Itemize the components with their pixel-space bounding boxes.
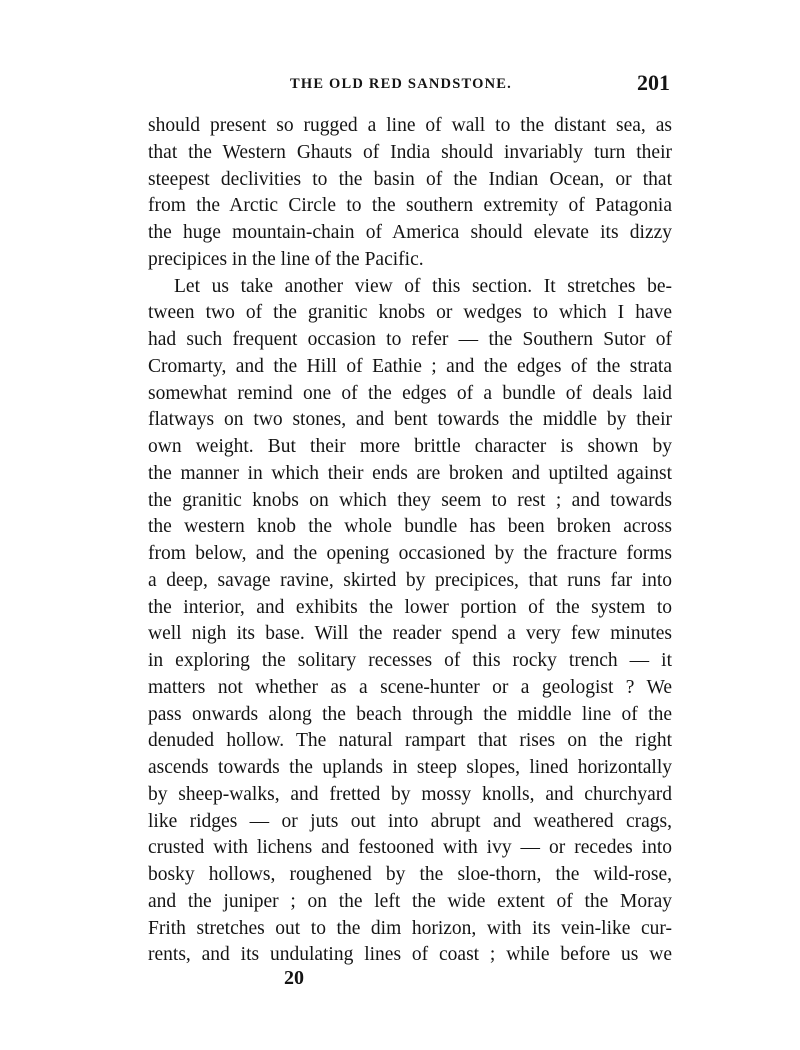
text-line: Frith stretches out to the dim horizon, with its vein-like cur- [148, 917, 672, 939]
text-line: ascends towards the uplands in steep slopes, lined horizontally [148, 757, 672, 778]
text-line: the granitic knobs on which they seem to rest ; and towards [148, 489, 672, 511]
text-line: denuded hollow. The natural rampart that rises on the right [148, 730, 672, 752]
text-line: crusted with lichens and festooned with ivy — or recedes into [148, 837, 672, 859]
text-line: flatways on two stones, and bent towards the middle by their [148, 409, 672, 431]
text-line: had such frequent occasion to refer — the Southern Sutor of [148, 329, 672, 350]
text-line: in exploring the solitary recesses of this rocky trench — it [148, 650, 672, 671]
text-line: precipices in the line of the Pacific. [148, 248, 424, 270]
text-line: a deep, savage ravine, skirted by precipices, that runs far into [148, 569, 672, 591]
text-line: tween two of the granitic knobs or wedges to which I have [148, 302, 672, 324]
text-line: and the juniper ; on the left the wide extent of the Moray [148, 890, 672, 912]
text-line: well nigh its base. Will the reader spend a very few minutes [148, 623, 672, 645]
text-line: pass onwards along the beach through the middle line of the [148, 703, 672, 725]
signature-mark: 20 [284, 967, 304, 989]
text-line: the huge mountain-chain of America should elevate its dizzy [148, 222, 672, 243]
text-line: somewhat remind one of the edges of a bundle of deals laid [148, 382, 672, 404]
text-line: rents, and its undulating lines of coast ; while before us we [148, 944, 672, 966]
text-line: own weight. But their more brittle character is shown by [148, 436, 672, 457]
text-line: Let us take another view of this section. It stretches be- [174, 275, 672, 297]
running-title: THE OLD RED SANDSTONE. [290, 76, 512, 92]
text-line: steepest declivities to the basin of the Indian Ocean, or that [148, 168, 672, 190]
text-line: matters not whether as a scene-hunter or a geologist ? We [148, 676, 672, 698]
running-head [150, 70, 670, 100]
text-line: by sheep-walks, and fretted by mossy knolls, and churchyard [148, 783, 672, 805]
page-number: 201 [637, 70, 670, 95]
text-line: Cromarty, and the Hill of Eathie ; and the edges of the strata [148, 355, 672, 377]
text-line: like ridges — or juts out into abrupt and weathered crags, [148, 810, 672, 832]
text-line: the interior, and exhibits the lower portion of the system to [148, 596, 672, 618]
text-line: the western knob the whole bundle has been broken across [148, 516, 672, 538]
text-line: bosky hollows, roughened by the sloe-thorn, the wild-rose, [148, 864, 672, 885]
text-line: that the Western Ghauts of India should invariably turn their [148, 141, 672, 163]
text-line: from below, and the opening occasioned by the fracture forms [148, 543, 672, 564]
body-text [148, 113, 672, 969]
text-line: the manner in which their ends are broken and uptilted against [148, 462, 672, 484]
text-line: should present so rugged a line of wall to the distant sea, as [148, 115, 672, 136]
text-line: from the Arctic Circle to the southern extremity of Patagonia [148, 195, 672, 217]
